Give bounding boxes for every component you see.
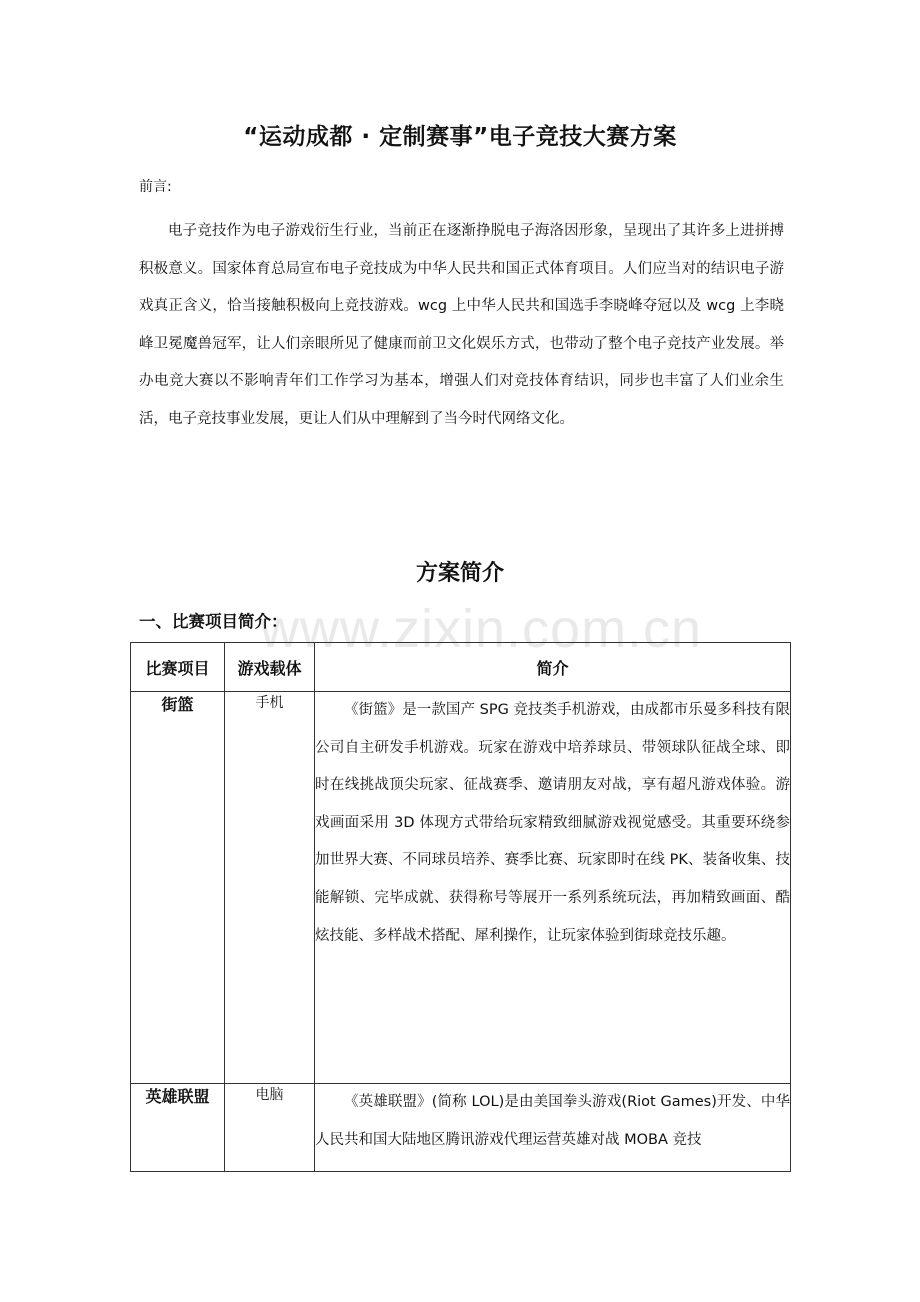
event-carrier: 电脑 — [225, 1084, 315, 1172]
preface-label: 前言: — [139, 179, 172, 195]
table-header-row — [131, 643, 791, 692]
table-row — [131, 1084, 791, 1172]
table-row — [131, 692, 791, 1084]
watermark: www.zixin.com.cn — [260, 599, 703, 659]
event-intro-cell — [315, 1084, 791, 1172]
preface-paragraph: 电子竞技作为电子游戏衍生行业，当前正在逐渐挣脱电子海洛因形象，呈现出了其许多上进拼搏积极意义。国家体育总局宣布电子竞技成为中华人民共和国正式体育项目。人们应当对的结识电子游戏真正含义，恰当接触积极向上竞技游戏。wcg 上中华人民共和国选手李晓峰夺冠以及 wcg 上李晓峰卫冕魔兽冠军，让人们亲眼所见了健康而前卫文化娱乐方式，也带动了整个电子竞技产业发展。举办电竞大赛以不影响青年们工作学习为基本，增强人们对竞技体育结识，同步也丰富了人们业余生活，电子竞技事业发展，更让人们从中理解到了当今时代网络文化。 — [139, 223, 784, 427]
events-table — [130, 642, 791, 1172]
event-intro-cell — [315, 692, 791, 1084]
header-carrier: 游戏载体 — [225, 643, 315, 692]
header-intro: 简介 — [315, 643, 791, 692]
section-title: 方案简介 — [415, 561, 504, 586]
event-intro: 《英雄联盟》(简称 LOL)是由美国拳头游戏(Riot Games)开发、中华人民共和国大陆地区腾讯游戏代理运营英雄对战 MOBA 竞技 — [315, 1094, 790, 1148]
event-name: 英雄联盟 — [131, 1084, 225, 1172]
event-name: 街篮 — [131, 692, 225, 1084]
header-event: 比赛项目 — [131, 643, 225, 692]
event-carrier: 手机 — [225, 692, 315, 1084]
event-intro: 《街篮》是一款国产 SPG 竞技类手机游戏，由成都市乐曼多科技有限公司自主研发手机游戏。玩家在游戏中培养球员、带领球队征战全球、即时在线挑战顶尖玩家、征战赛季、邀请朋友对战，享有超凡游戏体验。游戏画面采用 3D 体现方式带给玩家精致细腻游戏视觉感受。其重要环绕参加世界大赛、不同球员培养、赛季比赛、玩家即时在线 PK、装备收集、技能解锁、完毕成就、获得称号等展开一系列系统玩法，再加精致画面、酷炫技能、多样战术搭配、犀利操作，让玩家体验到街球竞技乐趣。 — [315, 702, 790, 944]
sub-heading: 一、比赛项目简介： — [139, 612, 288, 631]
document-title: “运动成都 · 定制赛事”电子竞技大赛方案 — [243, 124, 677, 150]
